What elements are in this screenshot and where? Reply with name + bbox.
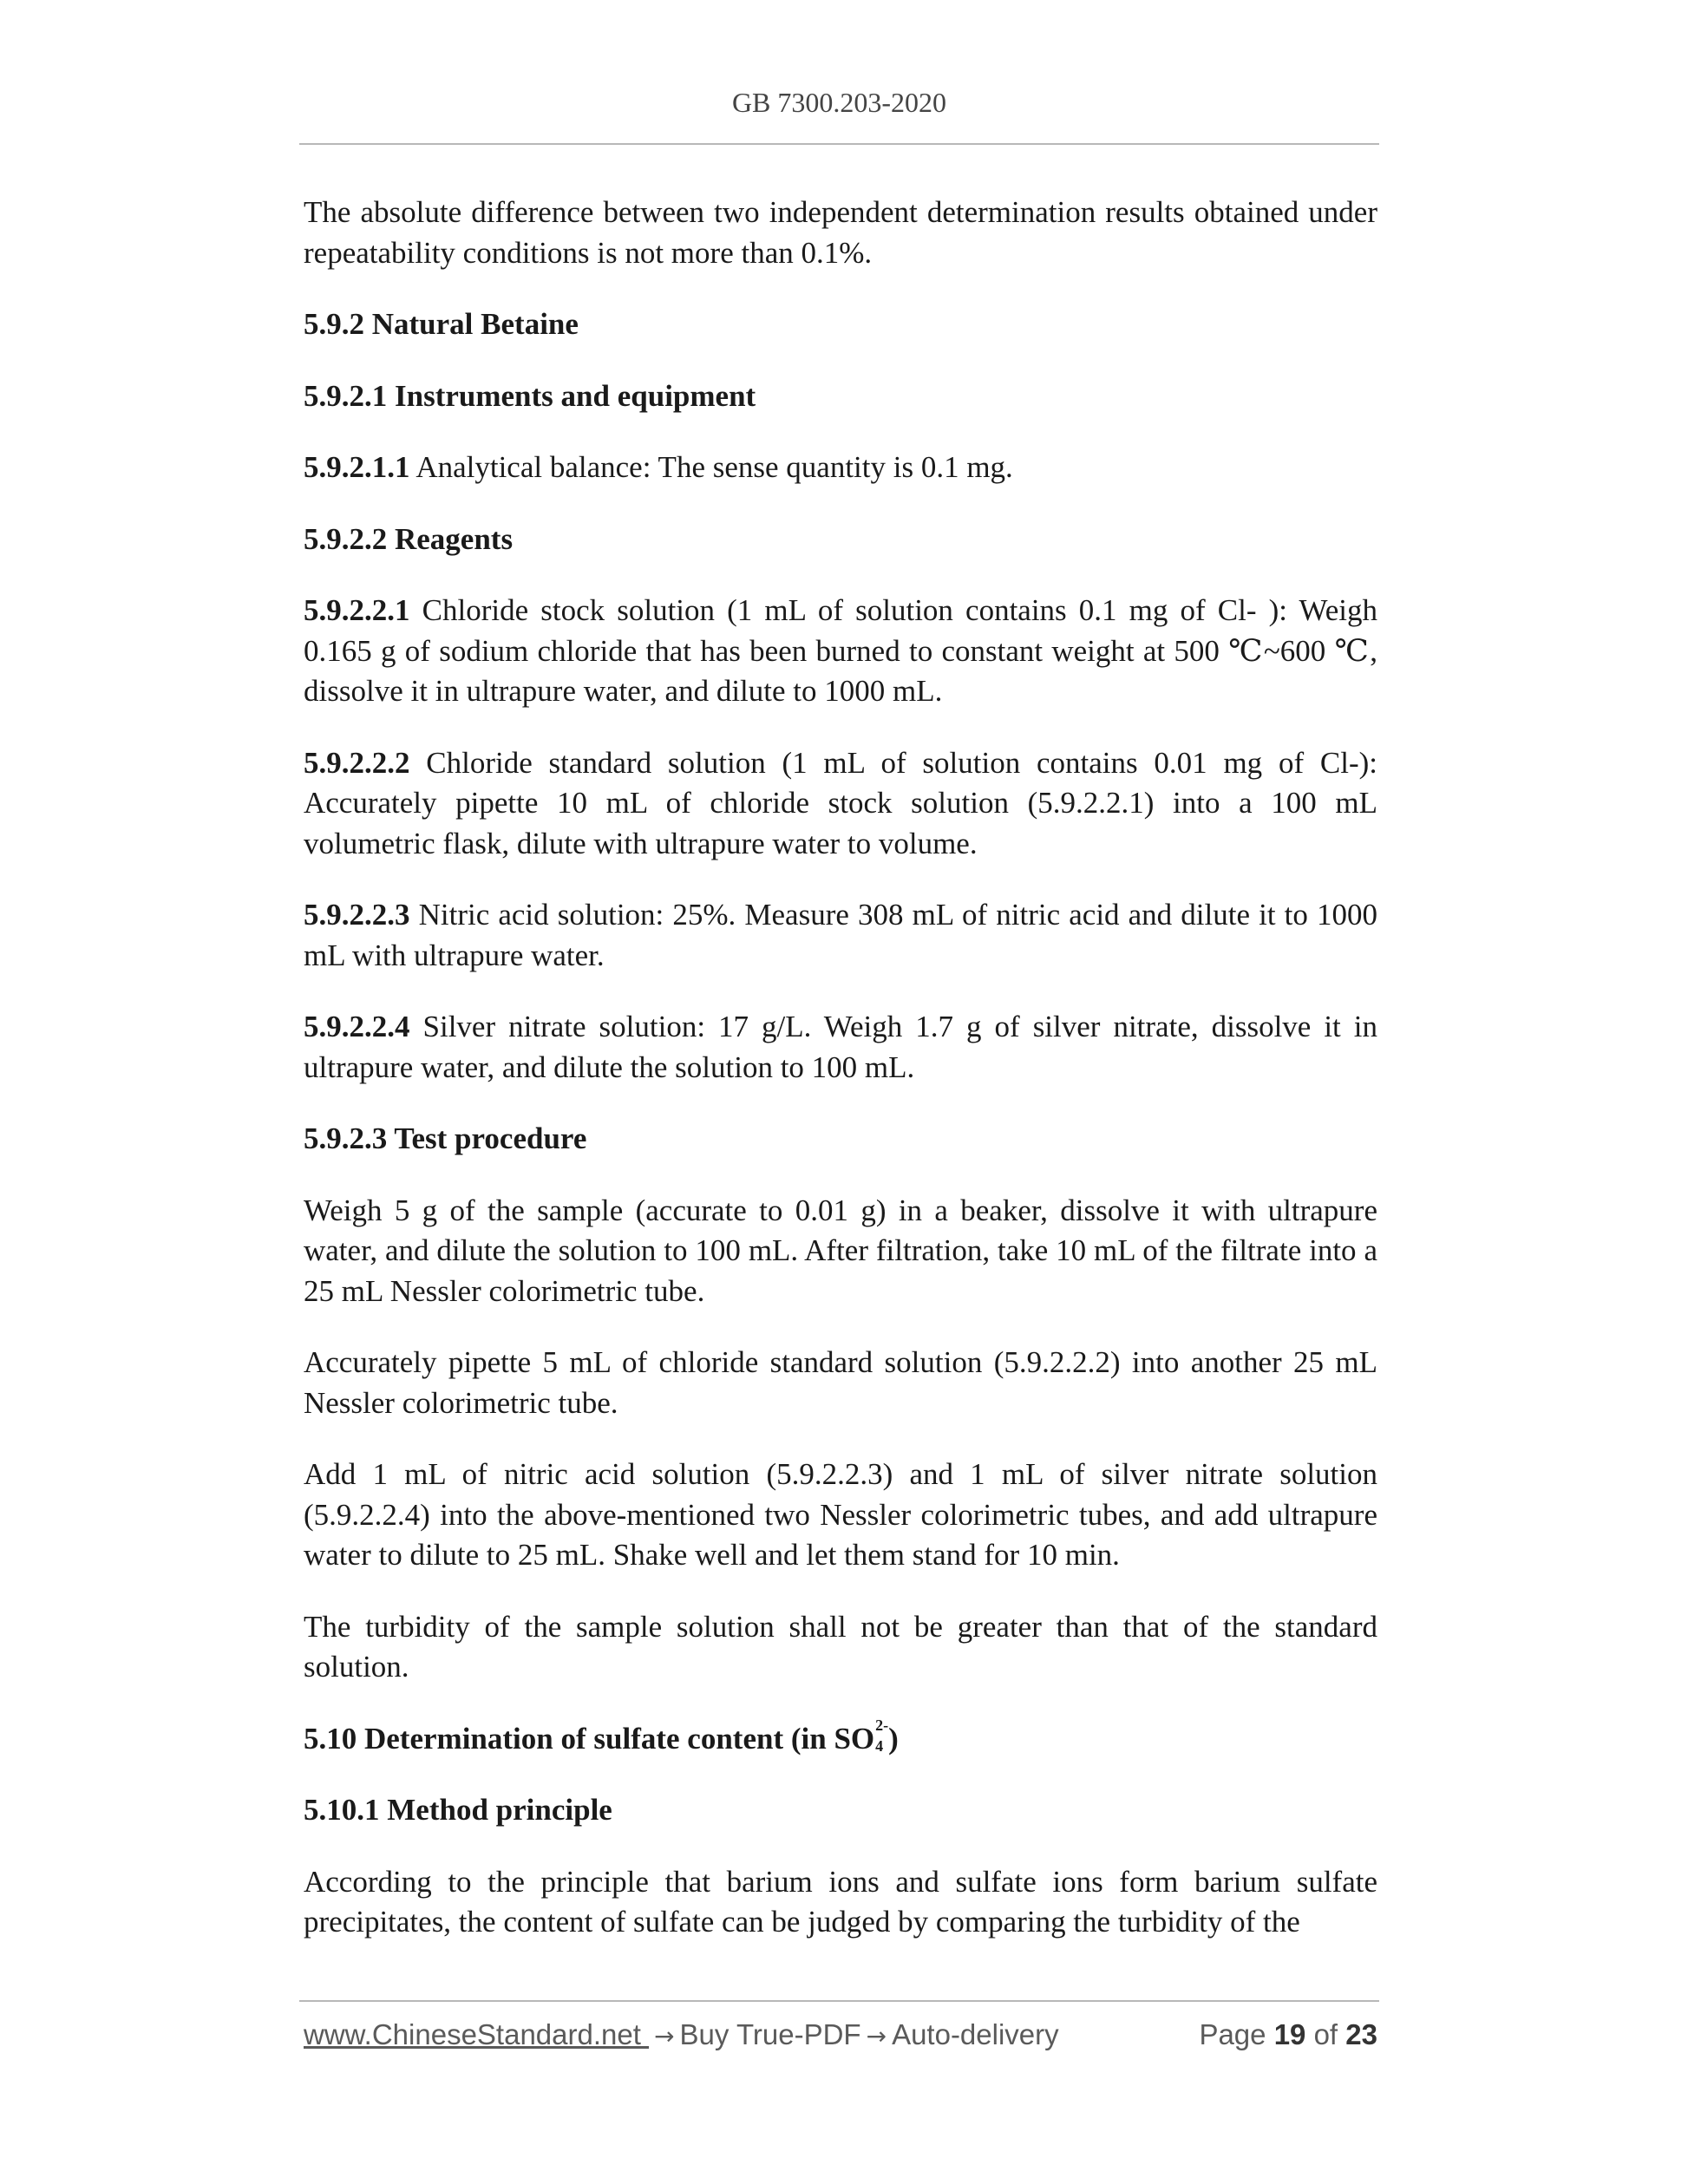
page-label: Page — [1199, 2018, 1266, 2050]
clause-nitric-acid-solution — [304, 895, 1377, 976]
heading-instruments: 5.9.2.1 Instruments and equipment — [304, 378, 756, 413]
heading-test-procedure: 5.9.2.3 Test procedure — [304, 1121, 587, 1155]
clause-number: 5.9.2.2.2 — [304, 745, 410, 780]
sulfate-formula-scripts — [874, 1716, 889, 1755]
auto-delivery-text: Auto-delivery — [892, 2018, 1059, 2050]
page-total: 23 — [1345, 2018, 1377, 2050]
clause-text: Silver nitrate solution: 17 g/L. Weigh 1.7 g of silver nitrate, dissolve it in ultrapure water, and dilute the solution to 100 mL. — [304, 1010, 1378, 1084]
count-subscript: 4 — [875, 1736, 884, 1755]
heading-sulfate-determination — [304, 1716, 1377, 1760]
site-link[interactable]: www.ChineseStandard.net — [304, 2018, 650, 2050]
paragraph-repeatability: The absolute difference between two independent determination results obtained under repeatability conditions is not more than 0.1%. — [304, 195, 1377, 270]
clause-analytical-balance — [304, 448, 1377, 488]
clause-text: Chloride standard solution (1 mL of solution contains 0.01 mg of Cl-): Accurately pipette 10 mL of chloride stock solution (5.9.2.2.1) into a 100 mL volumetric flask, dilute with ultrapure water to volume. — [304, 745, 1377, 860]
arrow-right-icon: → — [866, 2022, 887, 2050]
page-current: 19 — [1273, 2018, 1306, 2050]
clause-number: 5.9.2.2.4 — [304, 1010, 410, 1043]
footer-promo — [304, 2018, 1059, 2051]
paragraph-test-result: The turbidity of the sample solution shall not be greater than that of the standard solution. — [304, 1609, 1377, 1684]
paragraph-test-step-2: Accurately pipette 5 mL of chloride standard solution (5.9.2.2.2) into another 25 mL Nessler colorimetric tube. — [304, 1345, 1377, 1420]
clause-number: 5.9.2.2.1 — [304, 593, 410, 627]
document-id-header: GB 7300.203-2020 — [731, 87, 947, 118]
charge-superscript: 2- — [875, 1716, 889, 1734]
paragraph-test-step-3: Add 1 mL of nitric acid solution (5.9.2.2.3) and 1 mL of silver nitrate solution (5.9.2.2.4) into the above-mentioned two Nessler colorimetric tubes, and add ultrapure water to dilute to 25 mL. Shake well and let them stand for 10 min. — [304, 1457, 1377, 1572]
clause-number: 5.9.2.1.1 — [304, 450, 410, 484]
buy-pdf-text: Buy True-PDF — [679, 2018, 861, 2050]
heading-natural-betaine: 5.9.2 Natural Betaine — [304, 307, 579, 341]
footer-divider — [299, 2000, 1379, 2002]
paragraph-principle: According to the principle that barium ions and sulfate ions form barium sulfate precipitates, the content of sulfate can be judged by comparing the turbidity of the — [304, 1864, 1377, 1939]
heading-reagents: 5.9.2.2 Reagents — [304, 521, 514, 556]
page-number — [1199, 2018, 1377, 2051]
clause-number: 5.9.2.2.3 — [304, 898, 410, 932]
clause-text: Nitric acid solution: 25%. Measure 308 mL of nitric acid and dilute it to 1000 mL with ultrapure water. — [304, 898, 1377, 972]
header-divider — [299, 143, 1379, 145]
clause-silver-nitrate-solution — [304, 1007, 1377, 1088]
heading-method-principle: 5.10.1 Method principle — [304, 1793, 612, 1827]
clause-chloride-standard-solution — [304, 743, 1377, 865]
clause-text: Analytical balance: The sense quantity is 0.1 mg. — [415, 450, 1013, 484]
clause-text: Chloride stock solution (1 mL of solution contains 0.1 mg of Cl- ): Weigh 0.165 g of sodium chloride that has been burned to constant weight at 500 ℃~600 ℃, dissolve it in ultrapure water, and dilute to 1000 mL. — [304, 593, 1377, 708]
arrow-right-icon: → — [654, 2022, 675, 2050]
page-of-label: of — [1313, 2018, 1338, 2050]
heading-text: 5.10 Determination of sulfate content (in SO — [304, 1721, 875, 1756]
page-body — [304, 193, 1377, 1974]
clause-chloride-stock-solution — [304, 591, 1377, 712]
heading-close: ) — [888, 1721, 899, 1756]
paragraph-test-step-1: Weigh 5 g of the sample (accurate to 0.01 g) in a beaker, dissolve it with ultrapure water, and dilute the solution to 100 mL. After filtration, take 10 mL of the filtrate into a 25 mL Nessler colorimetric tube. — [304, 1193, 1377, 1308]
